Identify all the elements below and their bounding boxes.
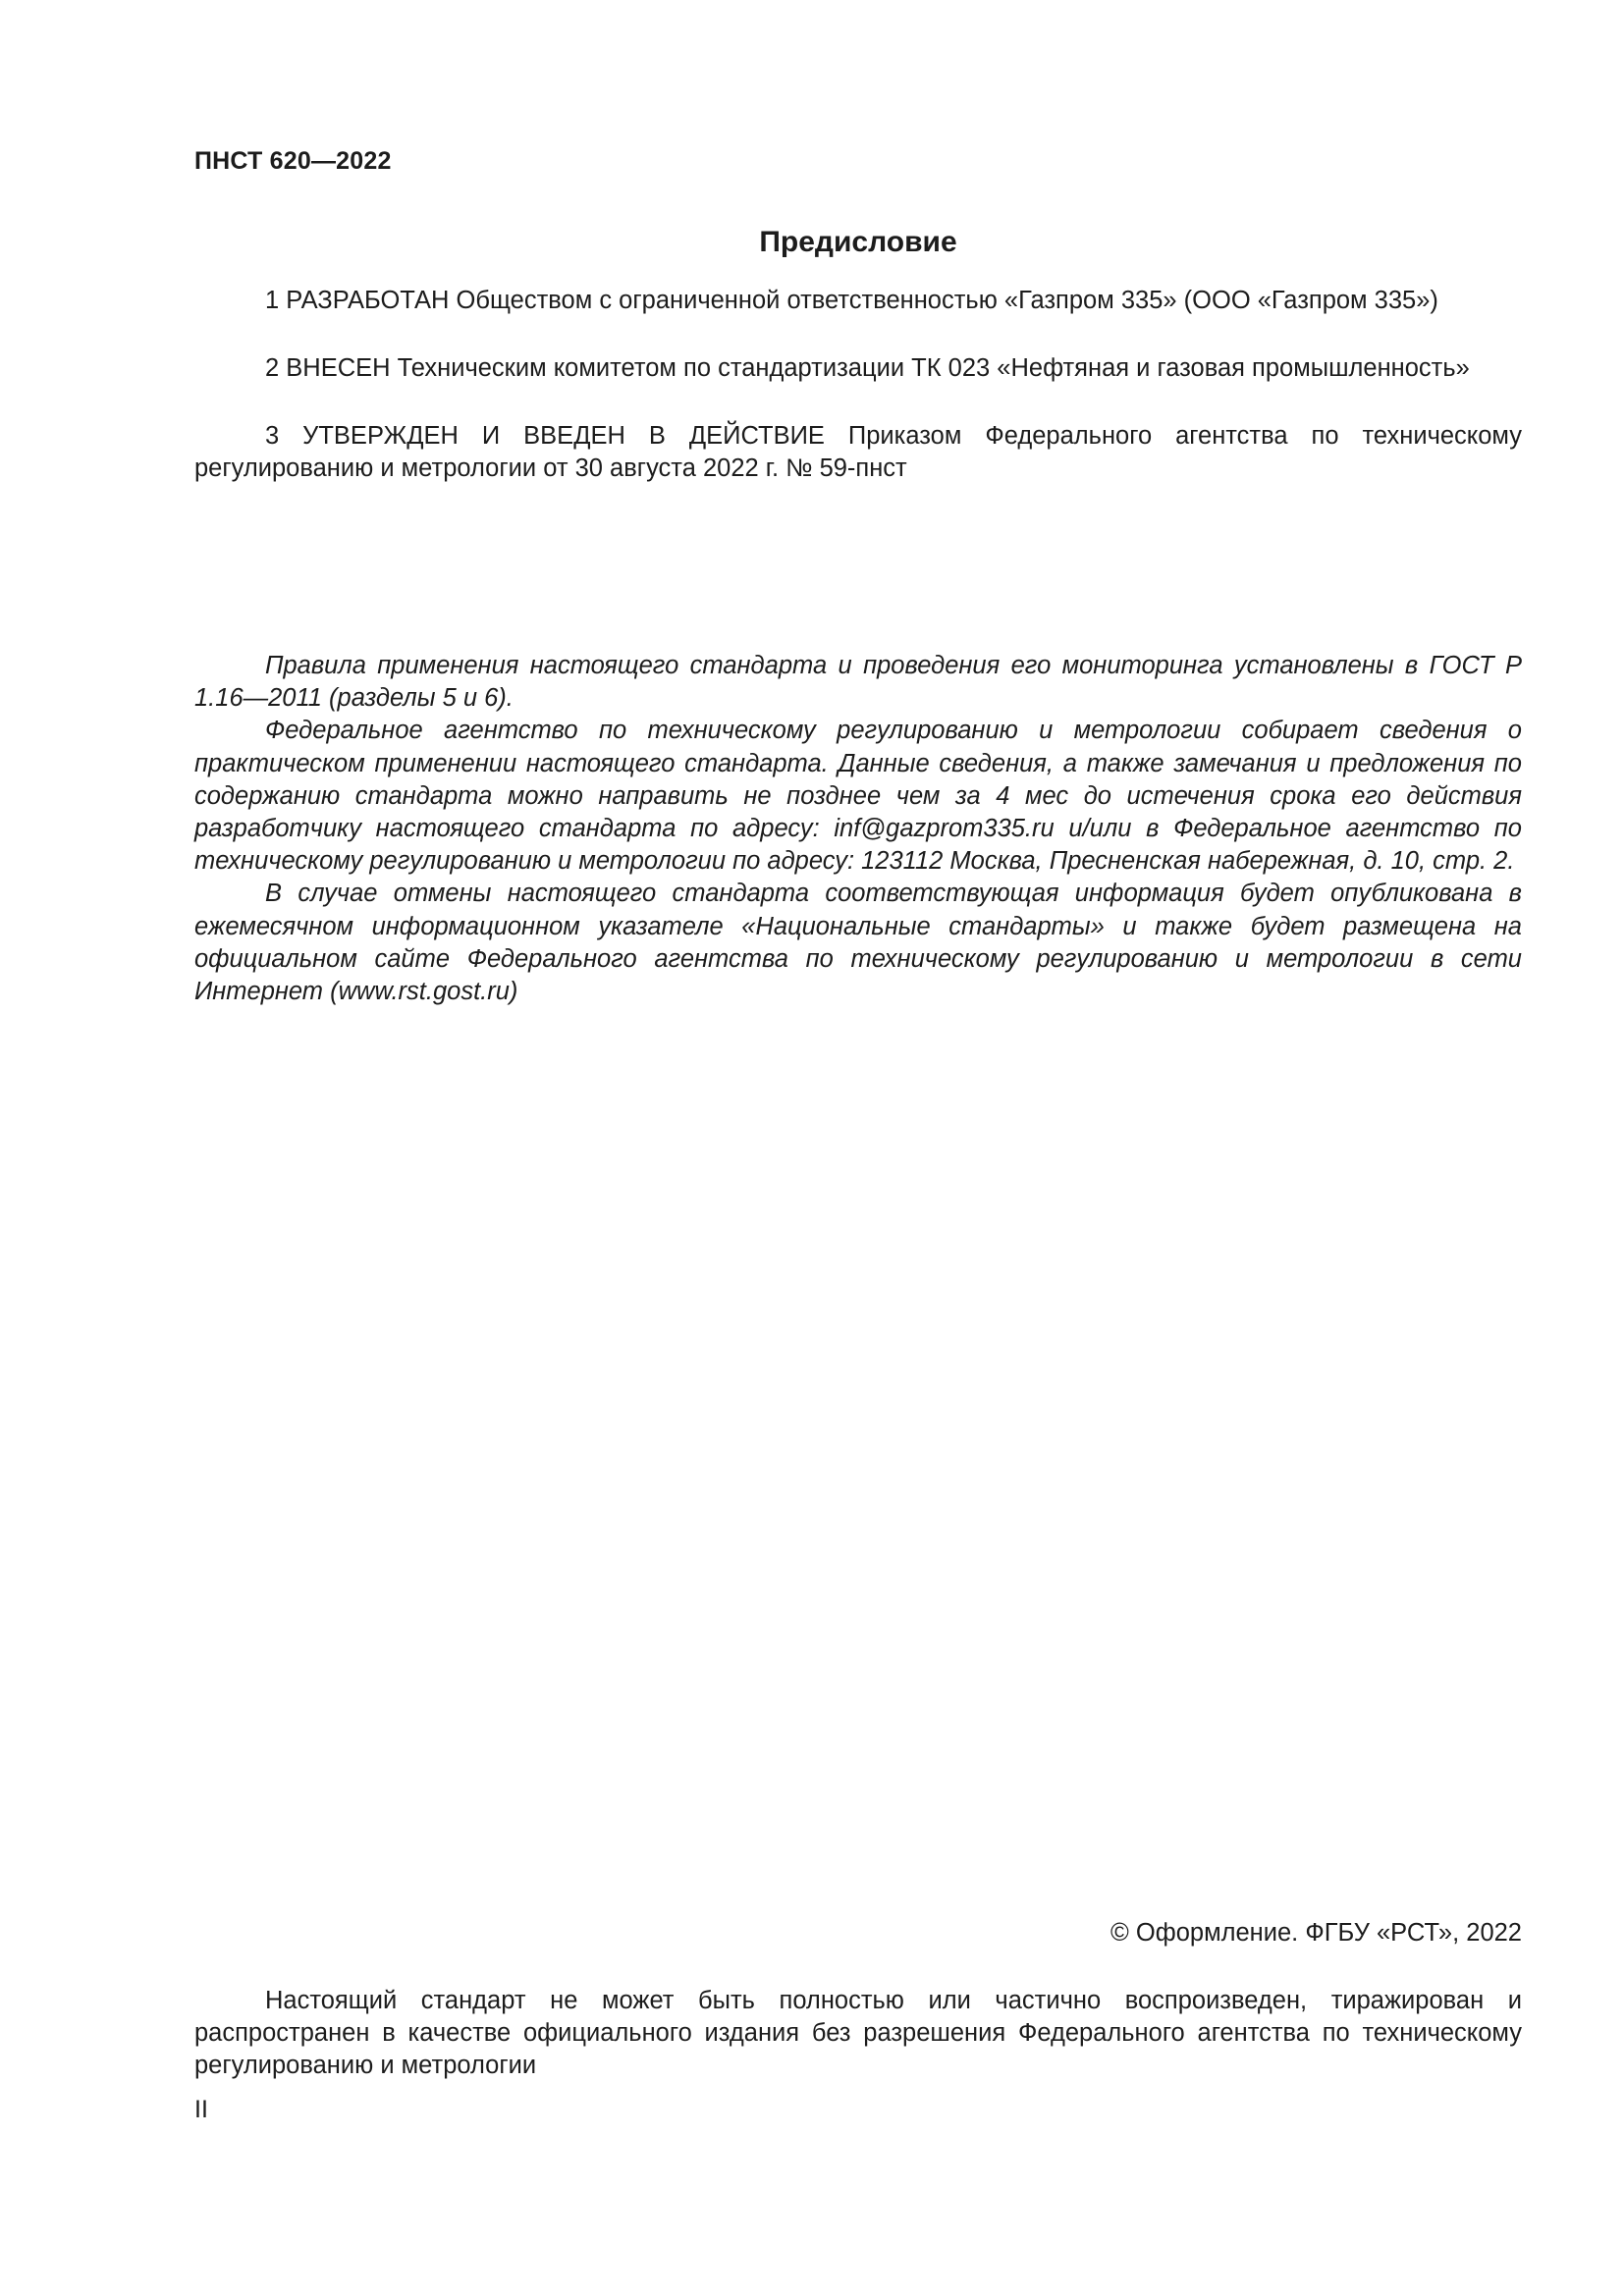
page-number: II (194, 2096, 208, 2123)
copyright-notice: © Оформление. ФГБУ «РСТ», 2022 (1110, 1919, 1522, 1947)
document-code: ПНСТ 620—2022 (194, 147, 392, 175)
note-feedback: Федеральное агентство по техническому регулированию и метрологии собирает сведения о практическом применении настоящего стандарта. Данные сведения, а также замечания и предложения по содержанию стандарта можно направить не позднее чем за 4 мес до истечения срока его действия разработчику настоящего стандарта по адресу: inf@gazprom335.ru и/или в Федеральное агентство по техническому регулированию и метрологии по адресу: 123112 Москва, Пресненская набережная, д. 10, стр. 2. (194, 717, 1522, 876)
preface-item-approved: 3 УТВЕРЖДЕН И ВВЕДЕН В ДЕЙСТВИЕ Приказом Федерального агентства по техническому регулированию и метрологии от 30 августа 2022 г. № 59-пнст (194, 422, 1522, 482)
preface-title: Предисловие (759, 226, 957, 258)
note-application-rules: Правила применения настоящего стандарта и проведения его мониторинга установлены в ГОСТ Р 1.16—2011 (разделы 5 и 6). (194, 652, 1522, 713)
note-cancellation: В случае отмены настоящего стандарта соответствующая информация будет опубликована в ежемесячном информационном указателе «Национальные стандарты» и также будет размещена на официальном сайте Федерального агентства по техническому регулированию и метрологии в сети Интернет (www.rst.gost.ru) (194, 880, 1522, 1006)
preface-item-developed: 1 РАЗРАБОТАН Обществом с ограниченной ответственностью «Газпром 335» (ООО «Газпром 335») (265, 287, 1438, 314)
reproduction-disclaimer: Настоящий стандарт не может быть полностью или частично воспроизведен, тиражирован и распространен в качестве официального издания без разрешения Федерального агентства по техническому регулированию и метрологии (194, 1987, 1522, 2079)
preface-item-submitted: 2 ВНЕСЕН Техническим комитетом по стандартизации ТК 023 «Нефтяная и газовая промышленность» (265, 354, 1470, 382)
standard-notes (194, 650, 1522, 1008)
preface-items (194, 285, 1522, 520)
